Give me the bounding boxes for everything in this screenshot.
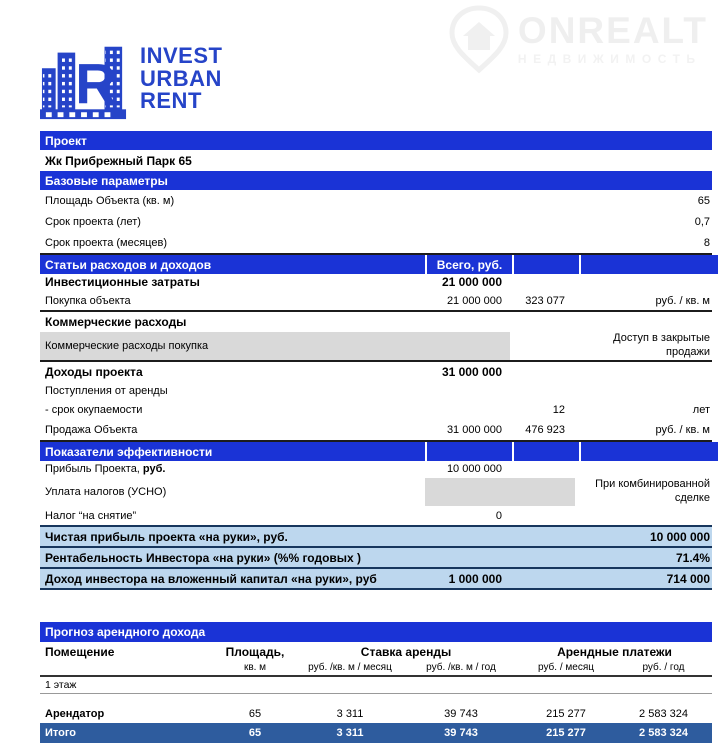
section-header-project: Проект — [40, 131, 712, 150]
rent-forecast-table — [40, 622, 712, 743]
sale-row — [40, 420, 712, 440]
floor-row — [40, 677, 712, 694]
total-column-header: Всего, руб. — [427, 255, 512, 274]
capital-income-value: 714 000 — [666, 571, 710, 586]
combined-deal-note: При комбинированной сделке — [595, 478, 710, 504]
roi-label: Рентабельность Инвестора «на руки» (%% годовых ) — [45, 550, 362, 565]
param-value: 8 — [703, 236, 710, 249]
col-area-header: Площадь, — [225, 644, 285, 659]
capital-income-base: 1 000 000 — [448, 571, 502, 586]
payback-value: 12 — [552, 404, 565, 416]
income-row — [40, 362, 712, 381]
tenant-rate-year: 39 743 — [444, 708, 478, 720]
onrealt-watermark — [448, 6, 708, 72]
payback-row — [40, 400, 712, 420]
total-row — [40, 723, 712, 743]
table-row — [40, 190, 712, 211]
profit-row — [40, 459, 712, 478]
commercial-header-row — [40, 312, 712, 332]
table-row — [40, 211, 712, 232]
section-header-cashflow — [40, 253, 712, 272]
col-room-header: Помещение — [45, 644, 115, 659]
purchase-per-sqm: 323 077 — [525, 295, 565, 307]
param-value: 65 — [697, 194, 710, 207]
group-payments-header: Арендные платежи — [557, 644, 672, 659]
tax-withdraw-value: 0 — [495, 509, 502, 522]
logo-line-2: URBAN — [140, 65, 222, 91]
map-pin-house-icon — [448, 6, 510, 72]
net-profit-value: 10 000 000 — [649, 529, 710, 544]
forecast-group-header-row — [40, 642, 712, 661]
commercial-header: Коммерческие расходы — [45, 315, 187, 329]
purchase-total: 21 000 000 — [446, 295, 502, 307]
logo-line-1: INVEST — [140, 42, 223, 68]
sale-total: 31 000 000 — [446, 424, 502, 436]
roi-row — [40, 548, 712, 569]
sale-per-sqm: 476 923 — [525, 424, 565, 436]
commercial-purchase-label: Коммерческие расходы покупка — [40, 332, 510, 360]
project-name-row — [40, 150, 712, 171]
group-rate-header: Ставка аренды — [360, 644, 452, 659]
profit-label: Прибыль Проекта, руб. — [45, 462, 166, 475]
purchase-label: Покупка объекта — [45, 295, 131, 307]
watermark-title: ONREALT — [517, 10, 708, 51]
roi-value: 71.4% — [675, 550, 710, 565]
param-label: Срок проекта (лет) — [45, 215, 141, 228]
total-rate-year: 39 743 — [444, 727, 478, 739]
invest-costs-total: 21 000 000 — [441, 275, 502, 289]
sub-rate-month: руб. /кв. м / месяц — [308, 661, 392, 673]
efficiency-header-label: Показатели эффективности — [40, 442, 425, 461]
profit-value: 10 000 000 — [446, 462, 502, 475]
param-label: Площадь Объекта (кв. м) — [45, 194, 175, 207]
forecast-subheader-row — [40, 661, 712, 677]
tax-withdraw-row — [40, 506, 712, 525]
total-rate-month: 3 311 — [336, 727, 364, 739]
tenant-pay-month: 215 277 — [546, 708, 586, 720]
net-profit-row — [40, 527, 712, 548]
purchase-unit: руб. / кв. м — [655, 295, 710, 307]
sub-pay-year: руб. / год — [642, 661, 685, 673]
sub-area-unit: кв. м — [243, 661, 267, 673]
param-label: Срок проекта (месяцев) — [45, 236, 167, 249]
payback-label: - срок окупаемости — [45, 404, 143, 416]
section-header-efficiency — [40, 440, 712, 459]
invest-costs-row — [40, 272, 712, 292]
purchase-row — [40, 292, 712, 312]
results-block — [40, 525, 712, 590]
floor-label: 1 этаж — [45, 679, 77, 691]
tax-withdraw-label: Налог “на снятие” — [45, 509, 137, 522]
rent-income-label: Поступления от аренды — [45, 384, 168, 397]
svg-text:R: R — [75, 53, 117, 117]
commercial-purchase-row — [40, 332, 712, 362]
logo-wordmark — [140, 42, 223, 114]
payback-unit: лет — [692, 404, 710, 416]
total-pay-year: 2 583 324 — [639, 727, 688, 739]
rent-income-row — [40, 381, 712, 400]
income-label: Доходы проекта — [45, 364, 143, 379]
invest-costs-label: Инвестиционные затраты — [45, 275, 200, 289]
net-profit-label: Чистая прибыль проекта «на руки», руб. — [45, 529, 288, 544]
section-header-base-params: Базовые параметры — [40, 171, 712, 190]
total-label: Итого — [45, 727, 77, 739]
buildings-logo-icon — [40, 33, 128, 125]
tenant-area: 65 — [248, 708, 262, 720]
income-total: 31 000 000 — [441, 364, 502, 379]
tax-usno-label: Уплата налогов (УСНО) — [45, 486, 167, 498]
sub-rate-year: руб. /кв. м / год — [426, 661, 496, 673]
capital-income-label: Доход инвестора на вложенный капитал «на руки», руб — [45, 571, 377, 586]
watermark-subtitle: НЕДВИЖИМОСТЬ — [517, 52, 702, 66]
tenant-row — [40, 705, 712, 723]
summary-table — [40, 131, 712, 590]
capital-income-row — [40, 569, 712, 590]
company-logo — [40, 33, 222, 125]
logo-line-3: RENT — [140, 88, 202, 114]
sub-pay-month: руб. / месяц — [538, 661, 594, 673]
tenant-label: Арендатор — [45, 708, 105, 720]
cashflow-header-label: Статьи расходов и доходов — [40, 255, 425, 274]
tax-usno-row — [40, 478, 712, 506]
total-area: 65 — [248, 727, 262, 739]
watermark-text — [518, 12, 708, 66]
section-header-rent-forecast: Прогноз арендного дохода — [40, 622, 712, 642]
sale-label: Продажа Объекта — [45, 424, 138, 436]
total-pay-month: 215 277 — [546, 727, 586, 739]
closed-sales-note: Доступ в закрытые продажи — [613, 332, 710, 358]
param-value: 0,7 — [694, 215, 710, 228]
tenant-pay-year: 2 583 324 — [639, 708, 688, 720]
tenant-rate-month: 3 311 — [336, 708, 364, 720]
table-row — [40, 232, 712, 253]
sale-unit: руб. / кв. м — [655, 424, 710, 436]
project-name: Жк Прибрежный Парк 65 — [45, 153, 192, 168]
